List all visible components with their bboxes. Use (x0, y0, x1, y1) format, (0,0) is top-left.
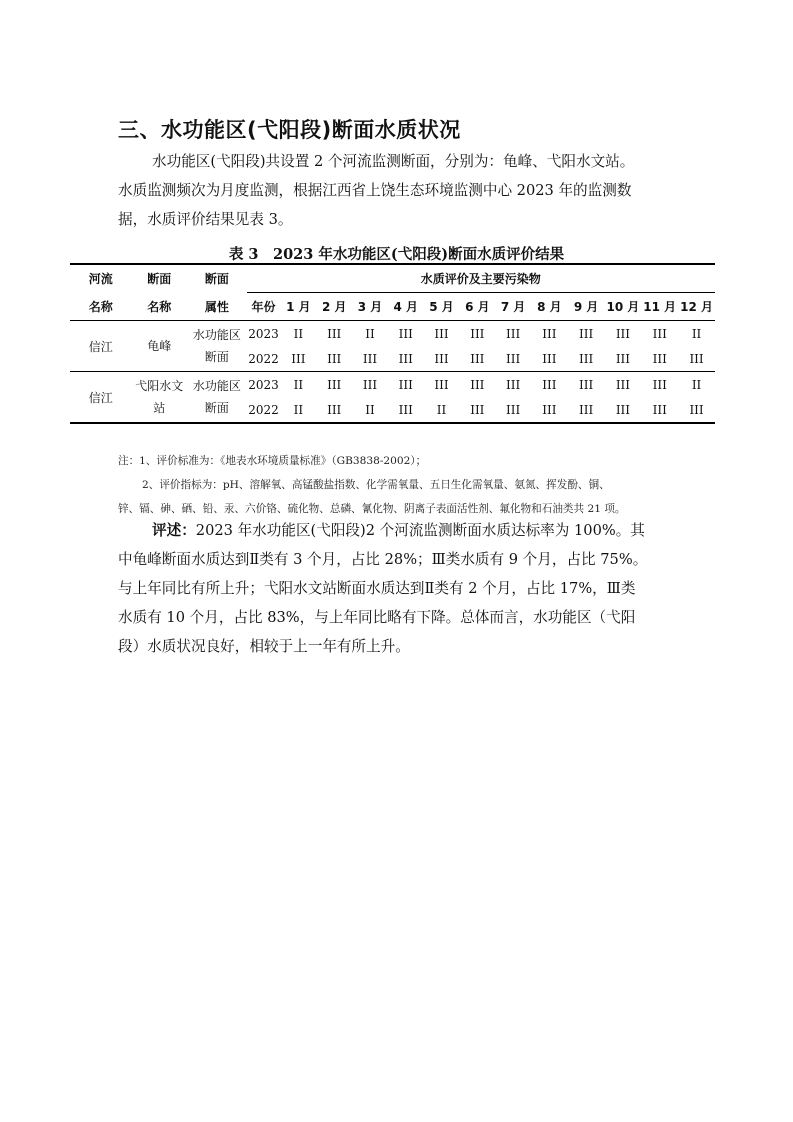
section-heading: 三、水功能区(弋阳段)断面水质状况 (118, 118, 461, 142)
grade-cell: III (316, 397, 352, 423)
grade-cell: III (531, 346, 568, 372)
grade-cell: III (568, 397, 605, 423)
header-month: 8 月 (531, 293, 568, 321)
header-river: 河流 (70, 264, 132, 293)
section-name-cell: 弋阳水文 站 (132, 372, 188, 424)
river-name-cell: 信江 (70, 321, 132, 372)
table-notes (118, 449, 698, 521)
header-section-2: 名称 (132, 293, 188, 321)
grade-cell: II (281, 397, 317, 423)
grade-cell: III (542, 377, 557, 392)
grade-cell: III (362, 377, 378, 392)
intro-paragraph (118, 147, 683, 234)
section-name-cell: 龟峰 (132, 321, 188, 372)
grade-cell: II (691, 326, 702, 341)
grade-cell: II (424, 397, 460, 423)
review-line: 中龟峰断面水质达到Ⅱ类有 3 个月，占比 28%；Ⅲ类水质有 9 个月，占比 75%。 (118, 551, 648, 568)
grade-cell: III (615, 377, 631, 392)
grade-cell: III (542, 326, 557, 341)
grade-cell: III (652, 326, 667, 341)
header-attribute: 断面 (187, 264, 247, 293)
header-month: 6 月 (459, 293, 495, 321)
header-month: 5 月 (424, 293, 460, 321)
header-month: 1 月 (281, 293, 317, 321)
grade-cell: III (327, 377, 342, 392)
header-attribute-2: 属性 (187, 293, 247, 321)
intro-line: 水功能区(弋阳段)共设置 2 个河流监测断面，分别为：龟峰、弋阳水文站。 (152, 153, 635, 170)
grade-cell: III (327, 326, 342, 341)
header-month: 12 月 (678, 293, 715, 321)
grade-cell: II (293, 326, 304, 341)
header-month: 7 月 (495, 293, 531, 321)
grade-cell: III (470, 377, 485, 392)
grade-cell: III (470, 326, 485, 341)
year-cell: 2022 (247, 346, 281, 372)
review-line: 水质有 10 个月，占比 83%，与上年同比略有下降。总体而言，水功能区（弋阳 (118, 609, 636, 626)
grade-cell: III (352, 346, 388, 372)
header-year: 年份 (247, 293, 281, 321)
river-name-cell: 信江 (70, 372, 132, 424)
review-label: 评述： (152, 522, 196, 539)
header-month: 9 月 (568, 293, 605, 321)
grade-cell: III (531, 397, 568, 423)
grade-cell: III (424, 346, 460, 372)
grade-cell: III (505, 326, 521, 341)
grade-cell: II (691, 377, 702, 392)
header-river-2: 名称 (70, 293, 132, 321)
header-month: 3 月 (352, 293, 388, 321)
grade-cell: II (293, 377, 304, 392)
header-month: 4 月 (388, 293, 424, 321)
grade-cell: III (434, 326, 449, 341)
grade-cell: III (398, 377, 413, 392)
intro-line: 水质监测频次为月度监测，根据江西省上饶生态环境监测中心 2023 年的监测数 (118, 182, 632, 199)
grade-cell: III (388, 346, 424, 372)
intro-line: 据，水质评价结果见表 3。 (118, 211, 293, 228)
grade-cell: III (641, 397, 678, 423)
attribute-cell: 水功能区 断面 (187, 321, 247, 372)
grade-cell: III (505, 377, 521, 392)
grade-cell: III (495, 397, 531, 423)
attribute-cell: 水功能区 断面 (187, 372, 247, 424)
grade-cell: III (568, 346, 605, 372)
grade-cell: III (579, 326, 594, 341)
review-paragraph (118, 516, 683, 661)
year-cell: 2023 (248, 377, 279, 392)
grade-cell: III (615, 326, 631, 341)
header-group: 水质评价及主要污染物 (247, 264, 715, 293)
header-month: 10 月 (605, 293, 642, 321)
grade-cell: III (316, 346, 352, 372)
table-caption: 表 3 2023 年水功能区(弋阳段)断面水质评价结果 (228, 246, 565, 263)
table-row (70, 372, 715, 398)
header-month: 2 月 (316, 293, 352, 321)
grade-cell: III (495, 346, 531, 372)
grade-cell: III (652, 377, 667, 392)
note-line: 注：1、评价标准为：《地表水环境质量标准》（GB3838-2002）； (118, 455, 427, 467)
grade-cell: II (352, 397, 388, 423)
grade-cell: III (605, 346, 642, 372)
table-row (70, 321, 715, 347)
header-section: 断面 (132, 264, 188, 293)
water-quality-table (70, 263, 715, 424)
note-line: 2、评价指标为：pH、溶解氧、高锰酸盐指数、化学需氧量、五日生化需氧量、氨氮、挥发酚、铜、 (142, 479, 610, 491)
grade-cell: III (641, 346, 678, 372)
grade-cell: III (678, 397, 715, 423)
note-line: 锌、镉、砷、硒、铅、汞、六价铬、硫化物、总磷、氰化物、阴离子表面活性剂、氟化物和石油类共 21 项。 (118, 503, 626, 515)
grade-cell: III (579, 377, 594, 392)
grade-cell: III (678, 346, 715, 372)
review-line: 2023 年水功能区(弋阳段)2 个河流监测断面水质达标率为 100%。其 (195, 522, 645, 539)
grade-cell: III (605, 397, 642, 423)
grade-cell: III (281, 346, 317, 372)
review-line: 段）水质状况良好，相较于上一年有所上升。 (118, 638, 410, 655)
grade-cell: III (459, 346, 495, 372)
year-cell: 2023 (248, 326, 279, 341)
grade-cell: III (398, 326, 413, 341)
grade-cell: III (459, 397, 495, 423)
review-line: 与上年同比有所上升；弋阳水文站断面水质达到Ⅱ类有 2 个月，占比 17%，Ⅲ类 (118, 580, 636, 597)
header-month: 11 月 (641, 293, 678, 321)
grade-cell: II (365, 326, 375, 341)
year-cell: 2022 (247, 397, 281, 423)
grade-cell: III (388, 397, 424, 423)
grade-cell: III (434, 377, 449, 392)
